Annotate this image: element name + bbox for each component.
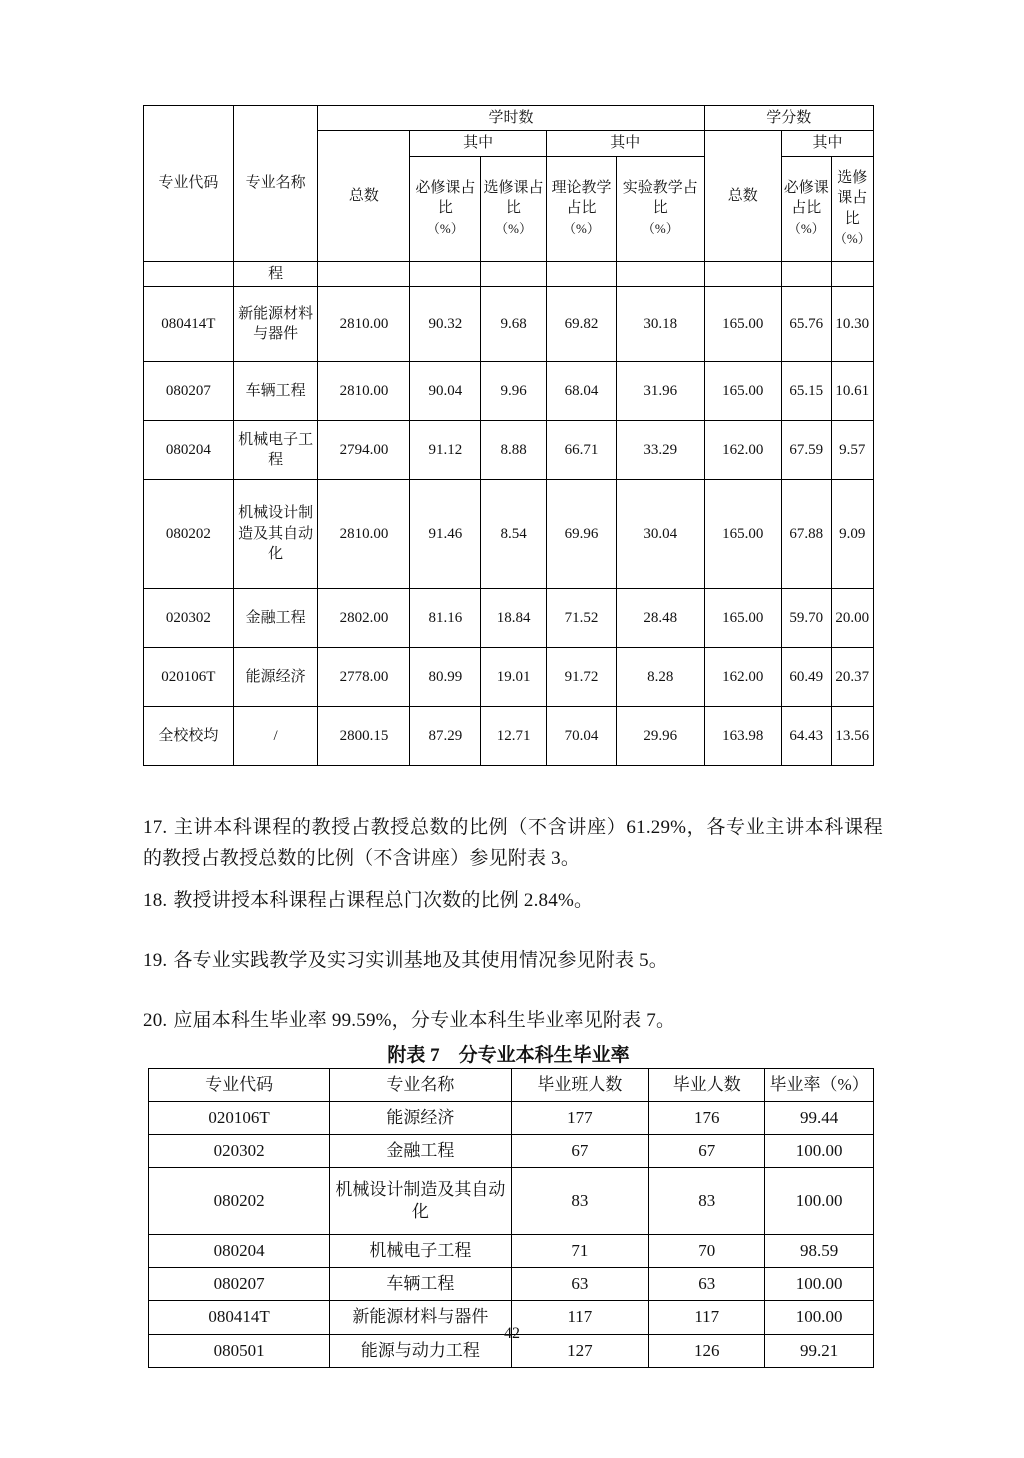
cell-hours-elective: 9.68 (481, 286, 547, 361)
paragraph-18-text: 教授讲授本科课程占课程总门次数的比例 2.84%。 (173, 890, 594, 911)
cell-hours-required: 91.12 (410, 420, 481, 479)
header-group-credits: 学分数 (704, 106, 873, 131)
table-row (149, 1102, 874, 1135)
header-grad-count: 毕业人数 (649, 1069, 765, 1102)
header-credits-required-ratio: 必修课占比 （%） (781, 156, 831, 261)
cell-hours-experiment: 30.04 (616, 479, 704, 588)
cell-grad-count: 83 (649, 1168, 765, 1235)
header-major-name: 专业名称 (233, 106, 318, 262)
paragraph-20-index: 20. (143, 1010, 168, 1031)
cell-blank-2 (410, 261, 481, 286)
cell-hours-total: 2778.00 (318, 647, 410, 706)
cell-credits-total: 163.98 (704, 706, 781, 765)
cell-grad-count: 176 (649, 1102, 765, 1135)
cell-code: 全校校均 (144, 706, 234, 765)
header-hours-of-which: 其中 (410, 131, 546, 156)
cell-credits-total: 165.00 (704, 361, 781, 420)
table-row (144, 479, 874, 588)
cell-hours-elective: 18.84 (481, 588, 547, 647)
cell-hours-theory: 69.82 (546, 286, 616, 361)
cell-name: 机械设计制造及其自动化 (233, 479, 318, 588)
cell-grad-rate: 100.00 (765, 1268, 874, 1301)
cell-code: 080202 (144, 479, 234, 588)
cell-grad-count: 70 (649, 1235, 765, 1268)
cell-hours-required: 80.99 (410, 647, 481, 706)
cell-grad-code: 020302 (149, 1135, 330, 1168)
paragraph-18-index: 18. (143, 890, 168, 911)
cell-hours-experiment: 8.28 (616, 647, 704, 706)
cell-grad-rate: 98.59 (765, 1235, 874, 1268)
cell-credits-elective: 20.00 (831, 588, 873, 647)
header-hours-required-ratio: 必修课占比 （%） (410, 156, 481, 261)
cell-credits-total: 165.00 (704, 286, 781, 361)
cell-hours-required: 87.29 (410, 706, 481, 765)
graduation-header-row (149, 1069, 874, 1102)
paragraph-17-index: 17. (143, 817, 168, 838)
cell-hours-theory: 71.52 (546, 588, 616, 647)
cell-grad-class-count: 177 (511, 1102, 649, 1135)
table-row (144, 588, 874, 647)
header-grad-major-name: 专业名称 (330, 1069, 511, 1102)
cell-hours-elective: 8.88 (481, 420, 547, 479)
cell-hours-experiment: 31.96 (616, 361, 704, 420)
cell-hours-elective: 8.54 (481, 479, 547, 588)
cell-hours-required: 90.32 (410, 286, 481, 361)
cell-grad-count: 63 (649, 1268, 765, 1301)
header-grad-rate: 毕业率（%） (765, 1069, 874, 1102)
cell-name: 车辆工程 (233, 361, 318, 420)
cell-grad-name: 新能源材料与器件 (330, 1301, 511, 1334)
cell-grad-count: 126 (649, 1334, 765, 1367)
cell-credits-elective: 13.56 (831, 706, 873, 765)
header-hours-experiment-ratio: 实验教学占比 （%） (616, 156, 704, 261)
table-row-average (144, 706, 874, 765)
cell-grad-name: 车辆工程 (330, 1268, 511, 1301)
cell-credits-elective: 9.09 (831, 479, 873, 588)
cell-grad-name: 金融工程 (330, 1135, 511, 1168)
paragraph-19-index: 19. (143, 950, 168, 971)
table-row-continuation (144, 261, 874, 286)
table-row (149, 1235, 874, 1268)
cell-name: 机械电子工程 (233, 420, 318, 479)
page-number: 42 (504, 1325, 520, 1342)
cell-hours-elective: 12.71 (481, 706, 547, 765)
cell-blank-1 (318, 261, 410, 286)
table-row (144, 361, 874, 420)
table-row (144, 420, 874, 479)
cell-grad-rate: 99.44 (765, 1102, 874, 1135)
table-row (149, 1135, 874, 1168)
cell-credits-elective: 9.57 (831, 420, 873, 479)
cell-credits-required: 59.70 (781, 588, 831, 647)
cell-blank-5 (616, 261, 704, 286)
cell-code: 080207 (144, 361, 234, 420)
cell-blank-7 (781, 261, 831, 286)
cell-credits-required: 65.15 (781, 361, 831, 420)
cell-blank-8 (831, 261, 873, 286)
cell-hours-required: 91.46 (410, 479, 481, 588)
cell-grad-class-count: 127 (511, 1334, 649, 1367)
cell-code: 080414T (144, 286, 234, 361)
cell-credits-total: 162.00 (704, 647, 781, 706)
cell-hours-experiment: 33.29 (616, 420, 704, 479)
cell-grad-class-count: 63 (511, 1268, 649, 1301)
cell-hours-elective: 9.96 (481, 361, 547, 420)
cell-credits-elective: 10.61 (831, 361, 873, 420)
cell-name: 能源经济 (233, 647, 318, 706)
cell-grad-code: 080204 (149, 1235, 330, 1268)
cell-grad-rate: 100.00 (765, 1135, 874, 1168)
cell-grad-code: 080501 (149, 1334, 330, 1367)
header-grad-class-count: 毕业班人数 (511, 1069, 649, 1102)
cell-hours-total: 2810.00 (318, 361, 410, 420)
table-row (144, 647, 874, 706)
paragraph-19 (143, 945, 883, 976)
header-credits-of-which: 其中 (781, 131, 873, 156)
paragraph-20-text: 应届本科生毕业率 99.59%，分专业本科生毕业率见附表 7。 (173, 1010, 676, 1031)
cell-grad-name: 机械设计制造及其自动化 (330, 1168, 511, 1235)
cell-code-empty (144, 261, 234, 286)
cell-blank-3 (481, 261, 547, 286)
cell-credits-required: 60.49 (781, 647, 831, 706)
cell-credits-total: 162.00 (704, 420, 781, 479)
course-hours-credits-table (143, 105, 874, 766)
header-major-code: 专业代码 (144, 106, 234, 262)
header-hours-elective-ratio: 选修课占比 （%） (481, 156, 547, 261)
cell-hours-theory: 69.96 (546, 479, 616, 588)
cell-grad-code: 020106T (149, 1102, 330, 1135)
paragraph-17-text: 主讲本科课程的教授占教授总数的比例（不含讲座）61.29%，各专业主讲本科课程的教授占教授总数的比例（不含讲座）参见附表 3。 (143, 817, 883, 870)
cell-grad-class-count: 83 (511, 1168, 649, 1235)
cell-name: 金融工程 (233, 588, 318, 647)
header-hours-of-which-2: 其中 (546, 131, 704, 156)
cell-name: 新能源材料与器件 (233, 286, 318, 361)
graduation-rate-table (148, 1068, 874, 1368)
graduation-table-caption: 附表 7 分专业本科生毕业率 (387, 1045, 630, 1066)
cell-credits-elective: 20.37 (831, 647, 873, 706)
cell-code: 020106T (144, 647, 234, 706)
cell-credits-required: 64.43 (781, 706, 831, 765)
table-row (149, 1168, 874, 1235)
header-hours-theory-ratio: 理论教学占比 （%） (546, 156, 616, 261)
cell-grad-class-count: 67 (511, 1135, 649, 1168)
cell-hours-theory: 68.04 (546, 361, 616, 420)
cell-hours-elective: 19.01 (481, 647, 547, 706)
cell-hours-total: 2802.00 (318, 588, 410, 647)
cell-credits-total: 165.00 (704, 479, 781, 588)
cell-grad-count: 117 (649, 1301, 765, 1334)
paragraph-18 (143, 885, 883, 916)
header-credits-total: 总数 (704, 131, 781, 261)
cell-hours-required: 81.16 (410, 588, 481, 647)
table-row (149, 1268, 874, 1301)
cell-grad-rate: 99.21 (765, 1334, 874, 1367)
cell-credits-total: 165.00 (704, 588, 781, 647)
cell-hours-experiment: 30.18 (616, 286, 704, 361)
cell-hours-total: 2794.00 (318, 420, 410, 479)
cell-code: 080204 (144, 420, 234, 479)
cell-hours-total: 2810.00 (318, 479, 410, 588)
cell-name-fragment: 程 (233, 261, 318, 286)
cell-grad-class-count: 71 (511, 1235, 649, 1268)
cell-grad-name: 能源经济 (330, 1102, 511, 1135)
cell-grad-count: 67 (649, 1135, 765, 1168)
cell-hours-theory: 66.71 (546, 420, 616, 479)
header-group-hours: 学时数 (318, 106, 704, 131)
cell-grad-rate: 100.00 (765, 1168, 874, 1235)
cell-hours-experiment: 29.96 (616, 706, 704, 765)
cell-blank-4 (546, 261, 616, 286)
cell-hours-required: 90.04 (410, 361, 481, 420)
cell-grad-code: 080414T (149, 1301, 330, 1334)
cell-credits-elective: 10.30 (831, 286, 873, 361)
paragraph-20 (143, 1005, 883, 1036)
paragraph-17 (143, 812, 883, 875)
table-header-row-1 (144, 106, 874, 131)
cell-grad-class-count: 117 (511, 1301, 649, 1334)
header-grad-major-code: 专业代码 (149, 1069, 330, 1102)
header-hours-total: 总数 (318, 131, 410, 261)
cell-hours-experiment: 28.48 (616, 588, 704, 647)
cell-name: / (233, 706, 318, 765)
cell-credits-required: 65.76 (781, 286, 831, 361)
cell-hours-total: 2800.15 (318, 706, 410, 765)
cell-credits-required: 67.59 (781, 420, 831, 479)
cell-grad-rate: 100.00 (765, 1301, 874, 1334)
cell-grad-code: 080202 (149, 1168, 330, 1235)
cell-hours-total: 2810.00 (318, 286, 410, 361)
cell-grad-name: 机械电子工程 (330, 1235, 511, 1268)
cell-blank-6 (704, 261, 781, 286)
table-row (144, 286, 874, 361)
cell-code: 020302 (144, 588, 234, 647)
cell-grad-name: 能源与动力工程 (330, 1334, 511, 1367)
cell-hours-theory: 70.04 (546, 706, 616, 765)
cell-credits-required: 67.88 (781, 479, 831, 588)
cell-grad-code: 080207 (149, 1268, 330, 1301)
paragraph-19-text: 各专业实践教学及实习实训基地及其使用情况参见附表 5。 (173, 950, 669, 971)
header-credits-elective-ratio: 选修课占比 （%） (831, 156, 873, 261)
cell-hours-theory: 91.72 (546, 647, 616, 706)
